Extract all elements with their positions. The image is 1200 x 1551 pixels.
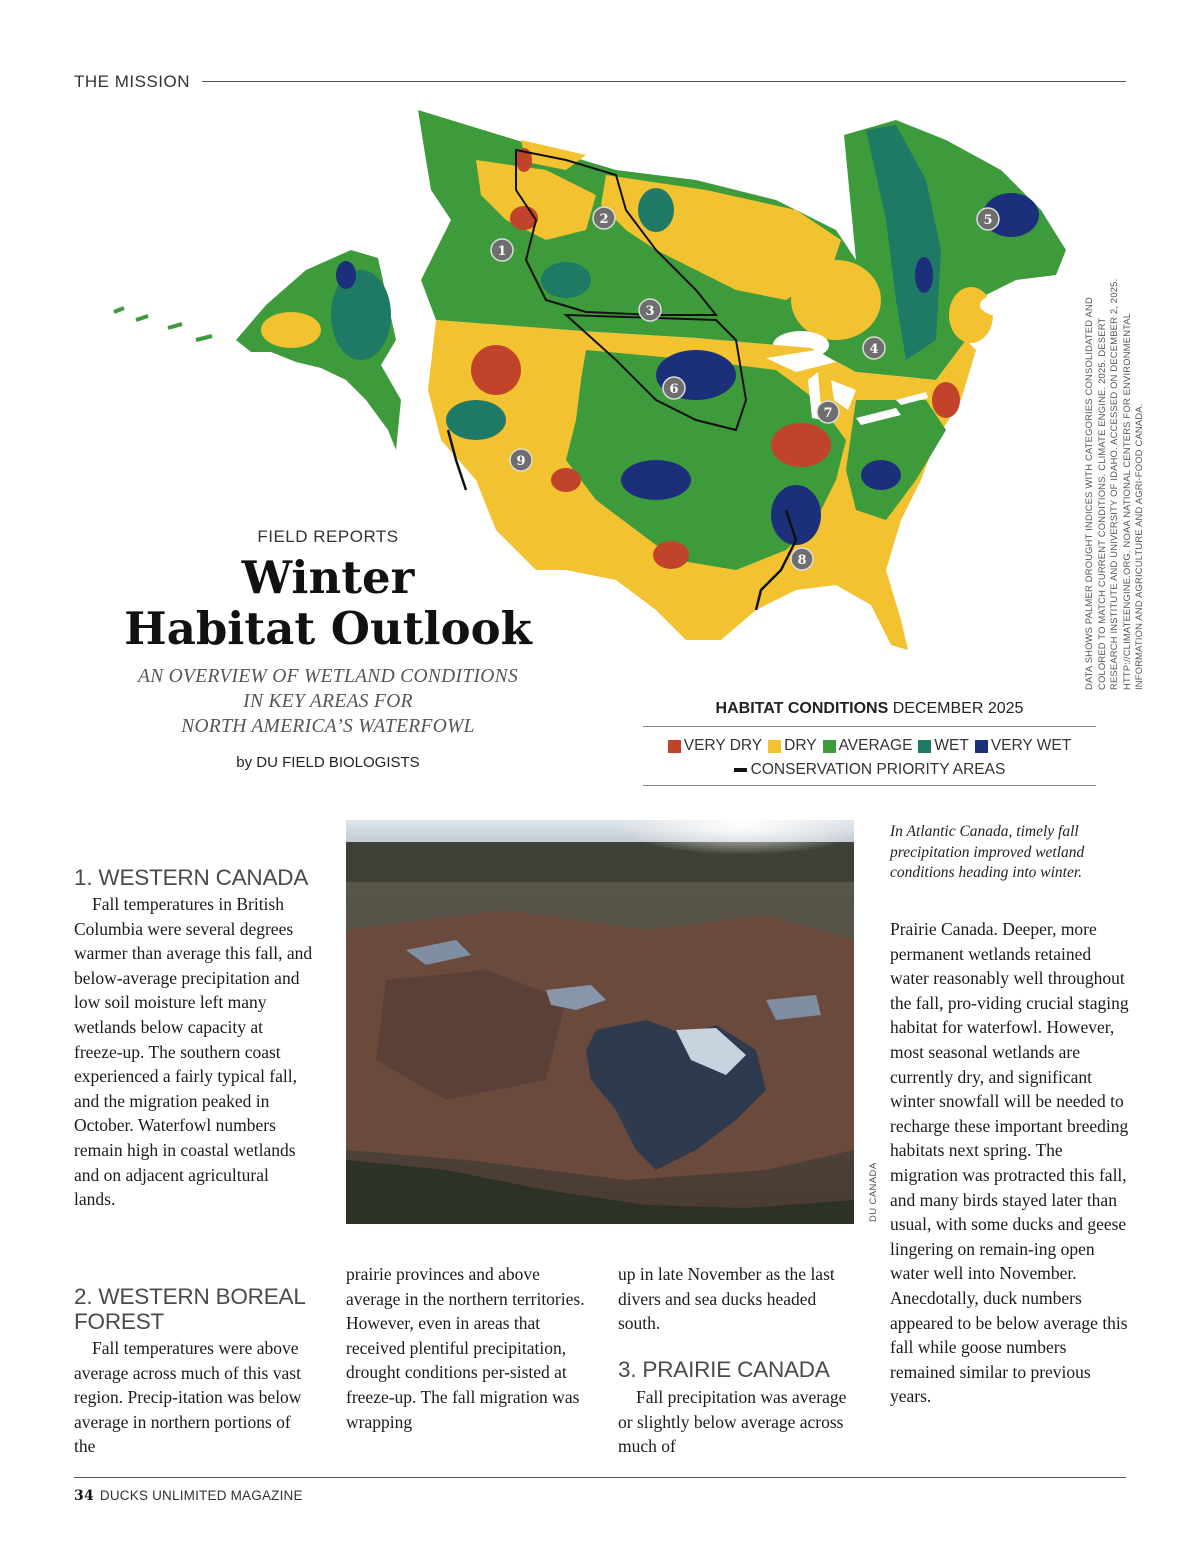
- body-column-3-top: [618, 1262, 858, 1336]
- legend-label-dry: DRY: [784, 737, 817, 754]
- legend-item-wet: [918, 737, 968, 755]
- map-marker-9-label: 9: [516, 454, 526, 469]
- paragraph-column-4: Prairie Canada. Deeper, more permanent wetlands retained water reasonably well throughout the fall, pro-viding crucial staging habitat for waterfowl. However, most seasonal wetlands are currently dry, and significant winter snowfall will be needed to recharge these important breeding habitats next spring. The migration was protracted this fall, and many birds stayed later than usual, with some ducks and geese lingering on remain-ing open water well into November. Anecdotally, duck numbers appeared to be below average this fall while goose numbers remained similar to previous years.: [890, 919, 1129, 1407]
- map-texas-very-dry: [653, 541, 689, 569]
- map-marker-6: [663, 377, 685, 399]
- map-marker-5: [977, 208, 999, 230]
- map-northeast-very-wet: [861, 460, 901, 490]
- footer-rule: [74, 1477, 1126, 1478]
- dry-swatch: [768, 740, 781, 753]
- body-column-2: [346, 1262, 586, 1434]
- map-midsouth-very-wet: [771, 485, 821, 545]
- map-marker-8: [791, 548, 813, 570]
- wetland-photo-svg: [346, 820, 854, 1224]
- map-legend: [643, 700, 1096, 786]
- wet-swatch: [918, 740, 931, 753]
- legend-label-average: AVERAGE: [838, 737, 913, 754]
- section-rule: [202, 81, 1126, 82]
- legend-item-average: [823, 737, 913, 755]
- photo-sun-glare: [346, 820, 854, 940]
- map-marker-3-label: 3: [645, 304, 655, 319]
- map-northwest-very-dry: [471, 345, 521, 395]
- legend-label-very-dry: VERY DRY: [683, 737, 763, 754]
- legend-bottom-rule: [643, 785, 1096, 786]
- map-marker-1: [491, 239, 513, 261]
- byline: by DU FIELD BIOLOGISTS: [236, 754, 420, 771]
- paragraph-western-boreal: Fall temperatures were above average across much of this vast region. Precip-itation was below average in northern portions of the: [74, 1338, 302, 1457]
- photo-credit: DU CANADA: [868, 1162, 879, 1222]
- legend-items: [643, 737, 1096, 755]
- map-canada-dry-east: [791, 260, 881, 340]
- average-swatch: [823, 740, 836, 753]
- page-number: 34: [74, 1488, 94, 1504]
- map-marker-5-label: 5: [983, 213, 993, 228]
- priority-dash-icon: [734, 768, 747, 772]
- title-line-1: Winter: [241, 551, 415, 604]
- subtitle-line-1: AN OVERVIEW OF WETLAND CONDITIONS: [137, 666, 519, 687]
- map-marker-4-label: 4: [869, 342, 879, 357]
- subtitle-line-3: NORTH AMERICA’S WATERFOWL: [181, 716, 475, 737]
- legend-title-bold: HABITAT CONDITIONS: [715, 700, 889, 717]
- paragraph-western-canada: Fall temperatures in British Columbia were several degrees warmer than average this fall, and below-average precipitation and low soil moisture left many wetlands below capacity at freeze-up. The southern coast experienced a fairly typical fall, and the migration peaked in October. Waterfowl numbers remain high in coastal wetlands and on adjacent agricultural lands.: [74, 894, 313, 1210]
- map-newengland-very-dry: [932, 382, 960, 418]
- paragraph-column-3-top: up in late November as the last divers and sea ducks headed south.: [618, 1264, 835, 1334]
- legend-item-dry: [768, 737, 816, 755]
- paragraph-prairie-canada: Fall precipitation was average or slightly below average across much of: [618, 1387, 847, 1457]
- map-marker-3: [639, 299, 661, 321]
- body-western-boreal: [74, 1336, 314, 1459]
- map-quebec-very-wet: [915, 257, 933, 293]
- wetland-photo: [346, 820, 854, 1224]
- map-aleutians: [114, 308, 212, 340]
- map-marker-7: [817, 401, 839, 423]
- map-alaska-very-wet: [336, 261, 356, 289]
- map-plains-very-wet: [621, 460, 691, 500]
- section-heading-western-boreal: 2. WESTERN BOREAL FOREST: [74, 1284, 305, 1334]
- map-marker-2: [593, 207, 615, 229]
- legend-label-very-wet: VERY WET: [990, 737, 1072, 754]
- subtitle-line-2: IN KEY AREAS FOR: [243, 691, 413, 712]
- map-marker-9: [510, 449, 532, 471]
- map-ohio-very-dry: [771, 423, 831, 467]
- map-canada-wet-pocket-2: [541, 262, 591, 298]
- kicker: FIELD REPORTS: [257, 527, 399, 546]
- map-marker-7-label: 7: [823, 406, 833, 421]
- very-wet-swatch: [975, 740, 988, 753]
- map-alaska-dry: [261, 312, 321, 348]
- page-footer: [74, 1488, 303, 1504]
- map-canada-wet-pocket-1: [638, 188, 674, 232]
- photo-caption: In Atlantic Canada, timely fall precipitation improved wetland conditions heading into winter.: [890, 823, 1085, 881]
- legend-top-rule: [643, 726, 1096, 727]
- map-gulf-st-lawrence: [980, 293, 1032, 317]
- map-marker-1-label: 1: [497, 244, 507, 259]
- map-marker-6-label: 6: [669, 382, 679, 397]
- map-nb-dry: [949, 287, 993, 343]
- body-western-canada: [74, 892, 314, 1212]
- legend-item-very-wet: [975, 737, 1071, 755]
- legend-priority: [643, 761, 1096, 779]
- map-data-credit: DATA SHOWS PALMER DROUGHT INDICES WITH CATEGORIES CONSOLIDATED AND COLORED TO MATCH CURRENT CONDITIONS. CLIMATE ENGINE. 2025. DESERT RESEARCH INSTITUTE AND UNIVERSITY OF IDAHO. ACCESSED ON DECEMBER 2, 2025. HTTP://CLIMATEENGINE.ORG. NOAA NATIONAL CENTERS FOR ENVIRONMENTAL INFORMATION AND AGRICULTURE AND AGRI-FOOD CANADA.: [1083, 278, 1145, 690]
- page-title: [100, 552, 556, 654]
- very-dry-swatch: [668, 740, 681, 753]
- section-label: THE MISSION: [74, 72, 191, 91]
- legend-item-priority: [734, 761, 1006, 779]
- map-marker-4: [863, 337, 885, 359]
- map-marker-8-label: 8: [797, 553, 807, 568]
- title-line-2: Habitat Outlook: [124, 602, 532, 655]
- map-southwest-very-dry: [551, 468, 581, 492]
- magazine-name: DUCKS UNLIMITED MAGAZINE: [99, 1488, 303, 1503]
- legend-label-priority: CONSERVATION PRIORITY AREAS: [750, 761, 1006, 778]
- paragraph-column-2: prairie provinces and above average in the northern territories. However, even in areas that received plentiful precipitation, drought conditions per-sisted at freeze-up. The fall migration was wrapping: [346, 1264, 585, 1432]
- subtitle: [100, 664, 556, 739]
- body-column-4: [890, 917, 1130, 1409]
- legend-title-date: DECEMBER 2025: [888, 700, 1024, 717]
- body-prairie-canada: [618, 1385, 858, 1459]
- legend-title: [643, 700, 1096, 722]
- section-heading-prairie-canada: 3. PRAIRIE CANADA: [618, 1357, 830, 1382]
- map-northwest-wet: [446, 400, 506, 440]
- legend-item-very-dry: [668, 737, 762, 755]
- legend-label-wet: WET: [934, 737, 969, 754]
- map-marker-2-label: 2: [599, 212, 609, 227]
- section-heading-western-canada: 1. WESTERN CANADA: [74, 865, 309, 890]
